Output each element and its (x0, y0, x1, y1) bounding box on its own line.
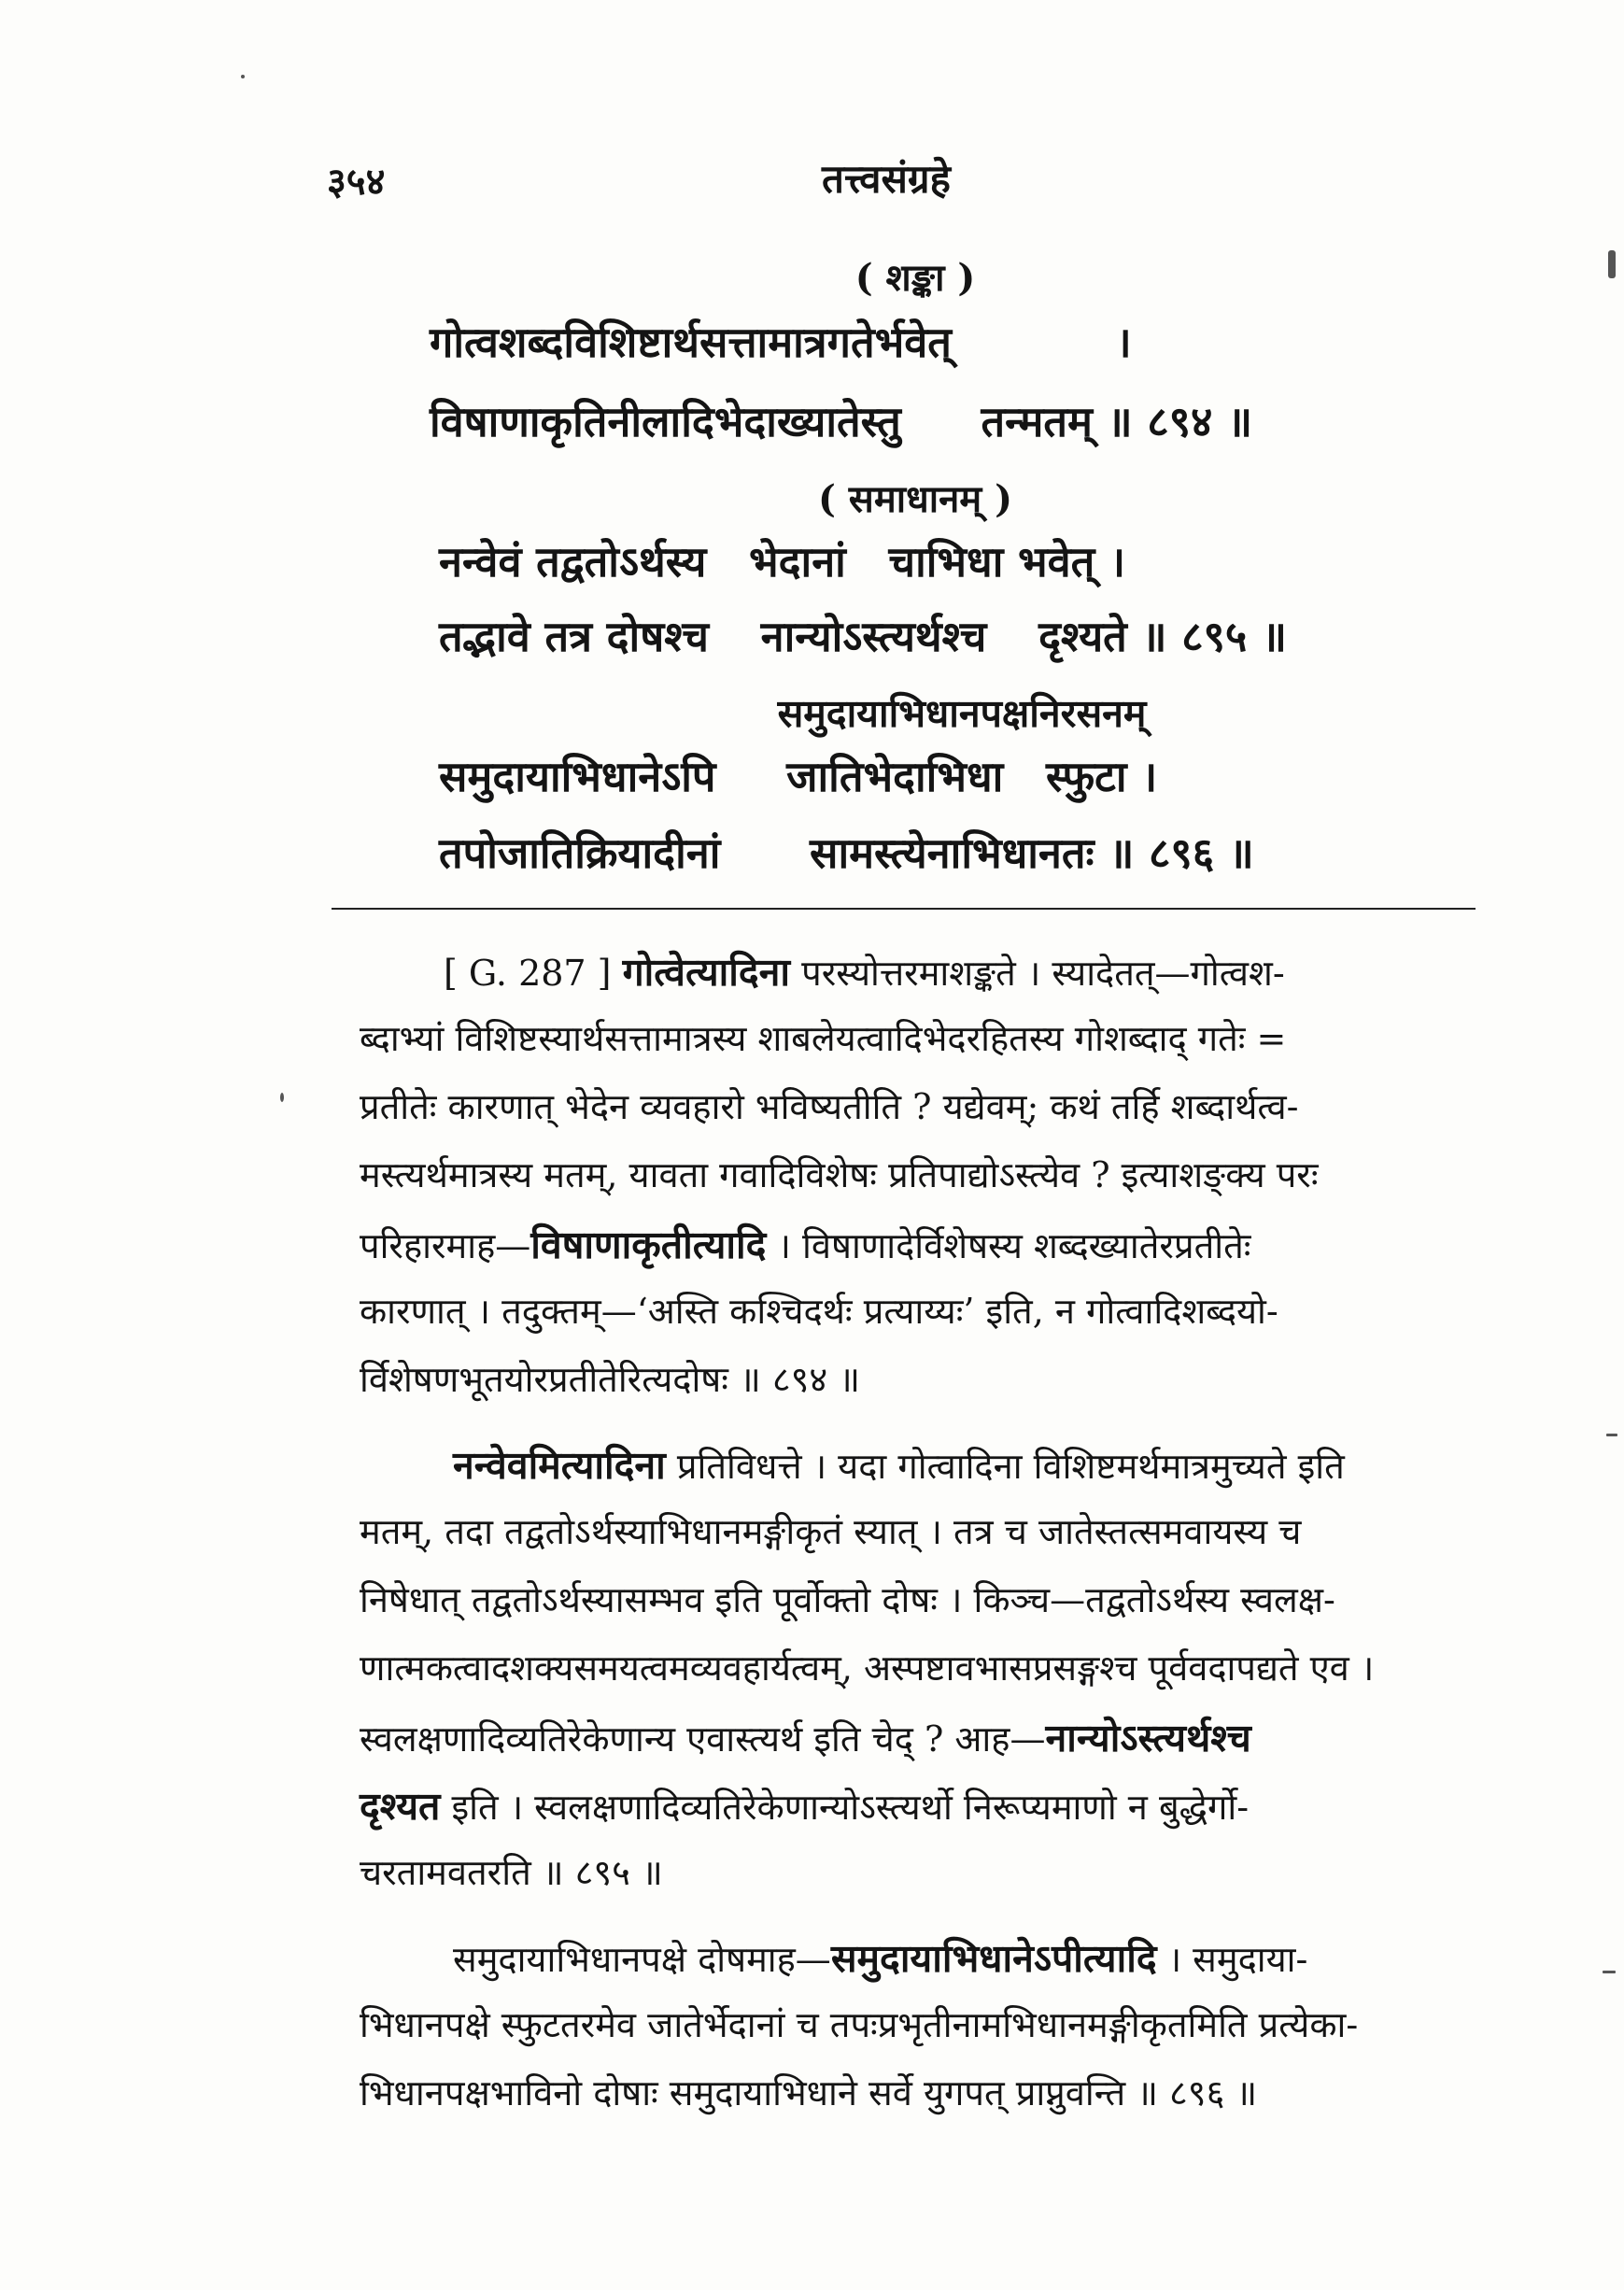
commentary-894-line-4: मस्त्यर्थमात्रस्य मतम्, यावता गवादिविशेषः प्रतिपाद्योऽस्त्येव ? इत्याशङ्क्य परः (360, 1154, 1319, 1195)
commentary-895-line-4: णात्मकत्वादशक्यसमयत्वमव्यवहार्यत्वम्, अस्पष्टावभासप्रसङ्गश्च पूर्ववदापद्यते एव । (360, 1647, 1375, 1689)
pratika: नन्वेवमित्यादिना (453, 1443, 666, 1488)
commentary-text: प्रतिविधत्ते । यदा गोत्वादिना विशिष्टमर्थमात्रमुच्यते इति (676, 1446, 1345, 1487)
commentary-895-line-3: निषेधात् तद्वतोऽर्थस्यासम्भव इति पूर्वोक्तो दोषः । किञ्च—तद्वतोऽर्थस्य स्वलक्ष- (360, 1579, 1335, 1620)
verse-number-895: दृश्यते ॥ ८९५ ॥ (1038, 612, 1287, 661)
gaekwad-reference: [ G. 287 ] (444, 953, 612, 994)
verse-number-896: सामस्त्येनाभिधानतः ॥ ८९६ ॥ (810, 828, 1254, 878)
commentary-894-line-5 (360, 1218, 1518, 1270)
commentary-text: इति । स्वलक्षणादिव्यतिरेकेणान्योऽस्त्यर्थो निरूप्यमाणो न बुद्धेर्गो- (451, 1787, 1250, 1828)
commentary-895-line-7: चरतामवतरति ॥ ८९५ ॥ (360, 1852, 663, 1893)
commentary-894-line-6: कारणात् । तदुक्तम्—‘अस्ति कश्चिदर्थः प्रत्याय्यः’ इति, न गोत्वादिशब्दयो- (360, 1291, 1278, 1332)
pratika: नान्योऽस्त्यर्थश्च (1045, 1716, 1251, 1760)
verse-text: नन्वेवं तद्वतोऽर्थस्य (439, 537, 707, 587)
verse-text: गोत्वशब्दविशिष्टार्थसत्तामात्रगतेर्भवेत् (430, 318, 952, 367)
pratika: गोत्वेत्यादिना (622, 950, 791, 995)
commentary-894-line-3: प्रतीतेः कारणात् भेदेन व्यवहारो भविष्यतीति ? यद्येवम्; कथं तर्हि शब्दार्थत्व- (360, 1086, 1299, 1127)
scan-speck (241, 75, 245, 78)
verse-text: तपोजातिक्रियादीनां (439, 828, 721, 878)
scan-edge-mark (1603, 1971, 1616, 1973)
pratika: समुदायाभिधानेऽपीत्यादि (830, 1936, 1157, 1981)
commentary-895-line-6 (360, 1779, 1518, 1831)
commentary-896-line-1 (453, 1931, 1611, 1984)
verse-text: भेदानां (749, 537, 846, 587)
verse-text: जातिभेदाभिधा (786, 752, 1004, 801)
verse-text: समुदायाभिधानेऽपि (439, 752, 716, 801)
commentary-text: । विषाणादेर्विशेषस्य शब्दख्यातेरप्रतीतेः (777, 1225, 1251, 1266)
verse-895-line-1 (439, 532, 1125, 589)
verse-number-894: तन्मतम् ॥ ८९४ ॥ (981, 397, 1253, 446)
verse-text: तद्भावे तत्र दोषश्च (439, 612, 709, 661)
section-divider (332, 908, 1476, 910)
commentary-894-line-7: र्विशेषणभूतयोरप्रतीतेरित्यदोषः ॥ ८९४ ॥ (360, 1359, 860, 1400)
heading-shanka: ( शङ्का ) (854, 256, 976, 300)
verse-895-line-2 (439, 607, 1287, 664)
commentary-text: । समुदाया- (1167, 1939, 1308, 1980)
danda: । (1115, 318, 1132, 367)
scan-edge-mark (1608, 250, 1616, 278)
commentary-896-line-3: भिधानपक्षभाविनो दोषाः समुदायाभिधाने सर्वे युगपत् प्राप्नुवन्ति ॥ ८९६ ॥ (360, 2072, 1258, 2113)
verse-896-line-1 (439, 747, 1157, 804)
commentary-895-line-5 (360, 1711, 1518, 1763)
commentary-text: समुदायाभिधानपक्षे दोषमाह— (453, 1939, 831, 1980)
commentary-text: स्वलक्षणादिव्यतिरेकेणान्य एवास्त्यर्थ इति चेद् ? आह— (360, 1718, 1046, 1760)
pratika: विषाणाकृतीत्यादि (530, 1223, 767, 1267)
pratika: दृश्यत (360, 1784, 441, 1829)
verse-text: नान्योऽस्त्यर्थश्च (760, 612, 987, 661)
verse-894-line-2 (430, 392, 1252, 449)
verse-896-line-2 (439, 824, 1254, 881)
verse-text: विषाणाकृतिनीलादिभेदाख्यातेस्तु (430, 397, 901, 446)
commentary-894-line-2: ब्दाभ्यां विशिष्टस्यार्थसत्तामात्रस्य शाबलेयत्वादिभेदरहितस्य गोशब्दाद् गतेः = (360, 1018, 1287, 1059)
commentary-text: परस्योत्तरमाशङ्कते । स्यादेतत्—गोत्वश- (801, 953, 1285, 994)
commentary-895-line-2: मतम्, तदा तद्वतोऽर्थस्याभिधानमङ्गीकृतं स्यात् । तत्र च जातेस्तत्समवायस्य च (360, 1511, 1302, 1552)
running-title: तत्त्वसंग्रहे (822, 156, 951, 202)
section-heading: समुदायाभिधानपक्षनिरसनम् (777, 691, 1147, 736)
commentary-text: परिहारमाह— (360, 1225, 531, 1266)
verse-text: स्फुटा । (1045, 752, 1158, 801)
commentary-894-line-1 (444, 945, 1602, 997)
commentary-896-line-2: भिधानपक्षे स्फुटतरमेव जातेर्भेदानां च तपःप्रभृतीनामभिधानमङ्गीकृतमिति प्रत्येका- (360, 2004, 1359, 2045)
scan-edge-mark (1606, 1434, 1617, 1436)
scan-speck (280, 1093, 284, 1102)
heading-samadhanam: ( समाधानम् ) (817, 477, 1013, 521)
commentary-895-line-1 (453, 1438, 1611, 1491)
verse-text: चाभिधा भवेत् । (888, 537, 1126, 587)
verse-894-line-1 (430, 313, 1132, 370)
page-number: ३५४ (327, 160, 386, 204)
